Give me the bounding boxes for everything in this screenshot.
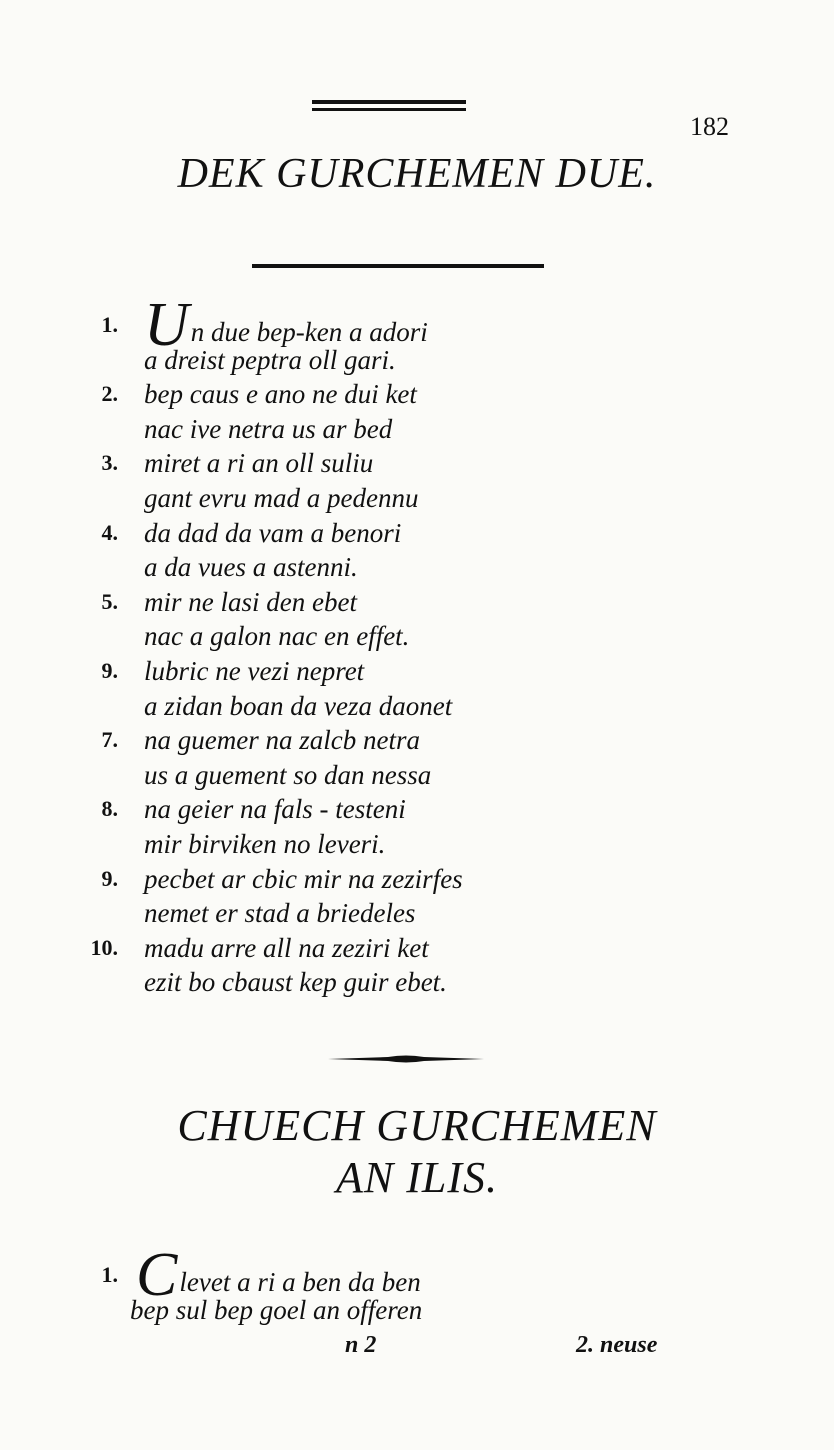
verse-text-line: na guemer na zalcb netra bbox=[144, 725, 420, 756]
top-ornament-rule bbox=[312, 100, 466, 104]
verse-line bbox=[58, 896, 698, 931]
verse-line bbox=[58, 516, 698, 551]
verse-number: 8. bbox=[101, 796, 118, 822]
verse-line bbox=[58, 1293, 698, 1328]
verse-number: 1. bbox=[101, 1262, 118, 1287]
verse-line bbox=[58, 654, 698, 689]
verse-text-line: lubric ne vezi nepret bbox=[144, 655, 365, 686]
page-number: 182 bbox=[690, 112, 729, 141]
verse-text-line: na geier na fals - testeni bbox=[144, 794, 406, 825]
verse-text-line: n due bep-ken a adori bbox=[190, 317, 428, 347]
verse-line bbox=[58, 377, 698, 412]
verse-text-line: mir ne lasi den ebet bbox=[144, 586, 357, 617]
verse-line bbox=[58, 723, 698, 758]
verse-line bbox=[58, 585, 698, 620]
verse-text-line: bep caus e ano ne dui ket bbox=[144, 379, 417, 410]
verse-line bbox=[58, 412, 698, 447]
verse-text-line: ezit bo cbaust kep guir ebet. bbox=[144, 967, 447, 998]
verse-number: 9. bbox=[101, 865, 118, 891]
verse-line bbox=[58, 792, 698, 827]
section-heading: DEK GURCHEMEN DUE. bbox=[177, 151, 657, 197]
commandment-list-2 bbox=[58, 1241, 698, 1327]
verse-text-line: levet a ri a ben da ben bbox=[179, 1267, 421, 1297]
top-ornament-rule-2 bbox=[312, 108, 466, 111]
verse-line bbox=[58, 291, 698, 359]
verse-line bbox=[58, 758, 698, 793]
verse-number: 5. bbox=[101, 588, 118, 614]
verse-line bbox=[58, 446, 698, 481]
verse-text-line: nac a galon nac en effet. bbox=[144, 621, 410, 652]
verse-line bbox=[58, 931, 698, 966]
drop-cap: C bbox=[136, 1241, 178, 1309]
verse-text-line: nac ive netra us ar bed bbox=[144, 413, 393, 444]
verse-line bbox=[58, 619, 698, 654]
verse-line bbox=[58, 343, 698, 378]
signature-mark: n 2 bbox=[345, 1332, 377, 1358]
section-divider bbox=[328, 1052, 484, 1066]
verse-line bbox=[58, 862, 698, 897]
heading-underline bbox=[252, 264, 544, 268]
verse-line bbox=[58, 481, 698, 516]
verse-number: 2. bbox=[101, 381, 118, 407]
verse-number: 9. bbox=[101, 657, 118, 683]
verse-text-line: a zidan boan da veza daonet bbox=[144, 690, 453, 721]
verse-number: 7. bbox=[101, 727, 118, 753]
verse-text-line: nemet er stad a briedeles bbox=[144, 898, 416, 929]
section-heading-2-line1: CHUECH GURCHEMEN bbox=[177, 1101, 657, 1150]
verse-text-line: a dreist peptra oll gari. bbox=[144, 344, 396, 375]
drop-cap: U bbox=[144, 291, 189, 359]
verse-text-line: da dad da vam a benori bbox=[144, 517, 402, 548]
verse-text-line: us a guement so dan nessa bbox=[144, 759, 432, 790]
verse-line bbox=[58, 965, 698, 1000]
verse-text-line: pecbet ar cbic mir na zezirfes bbox=[144, 863, 463, 894]
verse-line bbox=[58, 689, 698, 724]
verse-text-line: a da vues a astenni. bbox=[144, 552, 358, 583]
verse-number: 10. bbox=[90, 934, 118, 960]
commandment-list bbox=[58, 291, 698, 1000]
verse-line bbox=[58, 827, 698, 862]
verse-text-line: mir birviken no leveri. bbox=[144, 828, 386, 859]
verse-line bbox=[58, 1241, 698, 1309]
section-heading-2-line2: AN ILIS. bbox=[336, 1153, 498, 1202]
verse-line bbox=[58, 550, 698, 585]
verse-number: 1. bbox=[101, 312, 118, 337]
verse-text-line: madu arre all na zeziri ket bbox=[144, 932, 429, 963]
section-heading-2 bbox=[0, 1100, 834, 1204]
verse-text-line: gant evru mad a pedennu bbox=[144, 482, 419, 513]
verse-number: 4. bbox=[101, 519, 118, 545]
verse-text-line: miret a ri an oll suliu bbox=[144, 448, 374, 479]
verse-text-line: bep sul bep goel an offeren bbox=[130, 1294, 423, 1325]
verse-number: 3. bbox=[101, 450, 118, 476]
catchword: 2. neuse bbox=[576, 1332, 658, 1358]
